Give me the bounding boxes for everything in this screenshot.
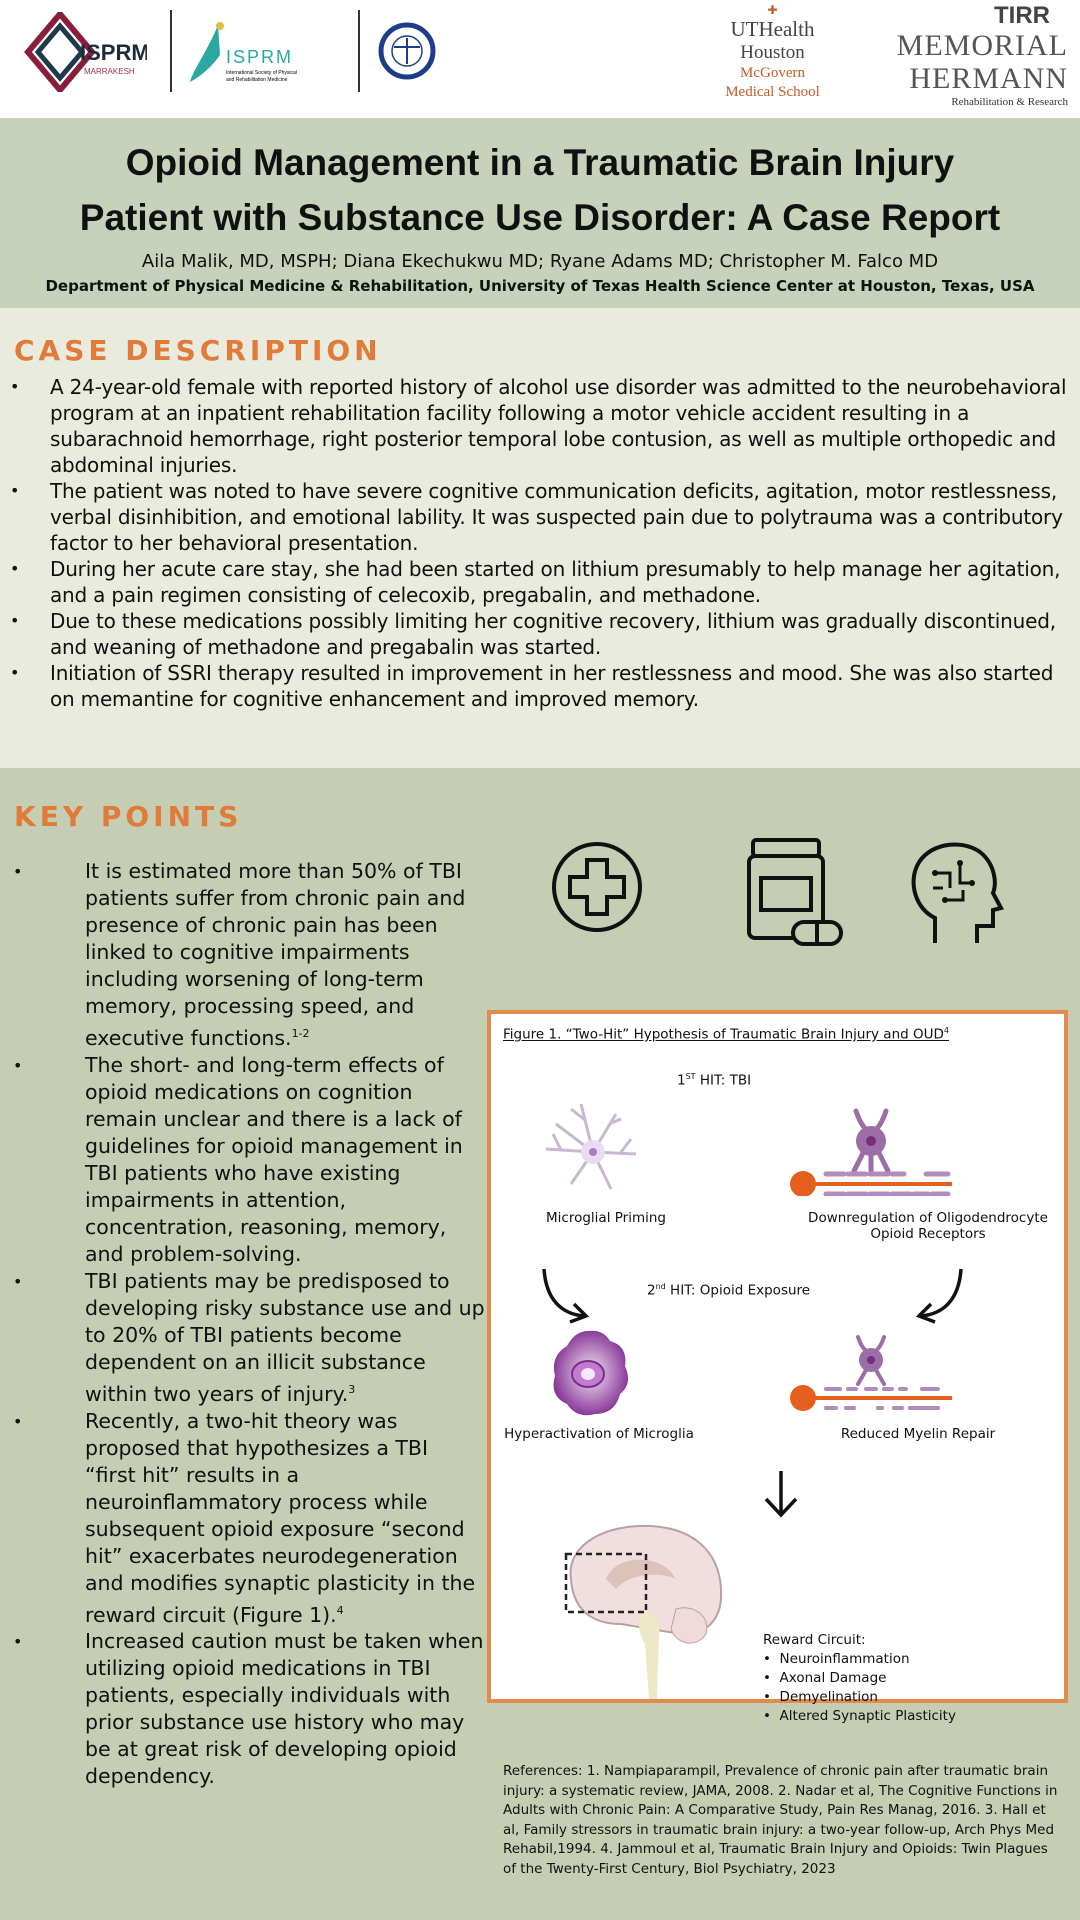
isprm-marrakesh-logo <box>22 12 147 92</box>
hyperactivation-label: Hyperactivation of Microglia <box>504 1426 694 1442</box>
citation: 3 <box>348 1382 356 1396</box>
reward-item: • Axonal Damage <box>763 1670 887 1686</box>
svg-text:and Rehabilitation Medicine: and Rehabilitation Medicine <box>226 77 288 83</box>
poster-title <box>0 118 1080 245</box>
downregulation-label: Downregulation of Oligodendrocyte Opioid Receptors <box>808 1210 1048 1242</box>
medical-cross-icon <box>550 840 645 935</box>
hit-text: HIT: Opioid Exposure <box>665 1282 811 1299</box>
reward-item-text: Demyelination <box>779 1689 878 1705</box>
curved-arrow-right-icon <box>909 1264 969 1324</box>
reward-circuit-box <box>763 1631 956 1726</box>
tirr-text: TIRR <box>994 2 1050 29</box>
key-points-bullets <box>85 858 485 1790</box>
title-band <box>0 118 1080 308</box>
header <box>0 0 1080 118</box>
somaref-logo <box>378 22 436 85</box>
mcgovern-text: McGovern <box>740 65 805 81</box>
title-line-1: Opioid Management in a Traumatic Brain Injury <box>125 142 955 183</box>
reduced-myelin-label: Reduced Myelin Repair <box>840 1426 996 1442</box>
oligodendrocyte-icon <box>786 1106 956 1196</box>
houston-text: Houston <box>740 42 805 63</box>
list-item <box>85 858 485 1052</box>
reward-item: • Neuroinflammation <box>763 1651 910 1667</box>
list-item <box>85 1052 485 1268</box>
second-hit-label <box>647 1282 810 1299</box>
brain-circuit-head-icon <box>905 838 1005 948</box>
authors: Aila Malik, MD, MSPH; Diana Ekechukwu MD; Ryane Adams MD; Christopher M. Falco MD <box>141 251 939 272</box>
brain-sagittal-illustration <box>561 1524 731 1699</box>
rehab-research-text: Rehabilitation & Research <box>951 96 1068 108</box>
activated-microglia-icon <box>543 1326 633 1421</box>
reward-item-text: Altered Synaptic Plasticity <box>779 1708 956 1724</box>
department: Department of Physical Medicine & Rehabilitation, University of Texas Health Science Center at Houston, Texas, USA <box>45 277 1035 295</box>
bullet-text: It is estimated more than 50% of TBI patients suffer from chronic pain and presence of chronic pain has been linked to cognitive impairments including worsening of long-term memory, processing speed, and executive functions. <box>85 859 466 1050</box>
list-item <box>85 1628 485 1790</box>
hit-sup: nd <box>655 1282 666 1291</box>
case-description-section <box>0 308 1080 768</box>
first-hit-label <box>677 1072 751 1089</box>
down-arrow-icon <box>761 1469 801 1519</box>
key-points-heading: KEY POINTS <box>14 800 243 833</box>
reward-item: • Altered Synaptic Plasticity <box>763 1708 956 1724</box>
uthealth-text: UTHealth <box>730 17 815 41</box>
hit-sup: ST <box>685 1072 696 1081</box>
references: References: 1. Nampiaparampil, Prevalence of chronic pain after traumatic brain injury: a systematic review, JAMA, 2008. 2. Nadar et al, The Cognitive Functions in Adults with Chronic Pain: A Comparative Study, Pain Res Manag, 2016. 3. Hall et al, Family stressors in traumatic brain injury: a two-year follow-up, Arch Phys Med Rehabil,1994. 4. Jammoul et al, Traumatic Brain Injury and Opioids: Twin Plagues of the Twenty-First Century, Biol Psychiatry, 2023 <box>503 1763 1058 1877</box>
bullet-text: TBI patients may be predisposed to developing risky substance use and up to 20% of TBI patients become dependent on an illicit substance within two years of injury. <box>85 1268 485 1406</box>
hermann-text: HERMANN <box>909 62 1068 95</box>
reward-circuit-title: Reward Circuit: <box>763 1632 866 1648</box>
figure-title-text: Figure 1. “Two-Hit” Hypothesis of Traumatic Brain Injury and OUD <box>503 1026 944 1043</box>
bullet-text: Increased caution must be taken when utilizing opioid medications in TBI patients, especially individuals with prior substance use history who may be at great risk of developing opioid dependency. <box>85 1629 484 1789</box>
list-item <box>85 1268 485 1408</box>
bullet-text: Recently, a two-hit theory was proposed that hypothesizes a TBI “first hit” results in a neuroinflammatory process while subsequent opioid exposure “second hit” exacerbates neurodegeneration and modifies synaptic plasticity in the reward circuit (Figure 1). <box>85 1408 476 1627</box>
uthealth-logo <box>715 4 830 102</box>
microglial-priming-label: Microglial Priming <box>546 1210 666 1226</box>
reduced-myelin-icon <box>786 1332 956 1412</box>
figure-1 <box>487 1010 1068 1724</box>
list-item: • A 24-year-old female with reported history of alcohol use disorder was admitted to the neurobehavioral program at an inpatient rehabilitation facility following a motor vehicle accident resulting in a subarachnoid hemorrhage, right posterior temporal lobe contusion, as well as multiple orthopedic and abdominal injuries. <box>50 374 1070 478</box>
hit-text: HIT: TBI <box>695 1072 752 1089</box>
svg-text:ISPRM: ISPRM <box>226 47 294 67</box>
list-item: • Due to these medications possibly limiting her cognitive recovery, lithium was gradually discontinued, and weaning of methadone and pregabalin was started. <box>50 608 1070 660</box>
citation: 1-2 <box>291 1027 310 1040</box>
case-description-heading: CASE DESCRIPTION <box>14 334 382 367</box>
bullet-text: The short- and long-term effects of opioid medications on cognition remain unclear and there is a lack of guidelines for opioid management in TBI patients who have existing impairments in attention, concentration, reasoning, memory, and problem-solving. <box>85 1052 463 1266</box>
hit-number: 1 <box>677 1072 686 1089</box>
svg-text:International Society of Physi: International Society of Physical <box>226 70 297 76</box>
divider <box>358 10 360 92</box>
svg-text:MARRAKESH: MARRAKESH <box>84 67 135 76</box>
list-item: • Initiation of SSRI therapy resulted in improvement in her restlessness and mood. She was also started on memantine for cognitive enhancement and improved memory. <box>50 660 1070 712</box>
citation: 4 <box>943 1026 949 1035</box>
pill-bottle-icon <box>745 838 845 948</box>
curved-arrow-left-icon <box>536 1264 596 1324</box>
case-bullets <box>50 374 1070 712</box>
list-item: • During her acute care stay, she had been started on lithium presumably to help manage her agitation, and a pain regimen consisting of celecoxib, pregabalin, and methadone. <box>50 556 1070 608</box>
title-line-2: Patient with Substance Use Disorder: A Case Report <box>79 197 1001 238</box>
memorial-text: MEMORIAL <box>896 29 1068 62</box>
svg-text:ISPRM: ISPRM <box>80 40 147 65</box>
list-item <box>85 1408 485 1629</box>
reward-item-text: Axonal Damage <box>779 1670 887 1686</box>
divider <box>170 10 172 92</box>
citation: 4 <box>336 1603 344 1617</box>
reward-item-text: Neuroinflammation <box>779 1651 910 1667</box>
medical-school-text: Medical School <box>725 84 820 100</box>
isprm-logo <box>188 20 348 90</box>
uthealth-cross-icon: ✚ <box>767 3 778 17</box>
tirr-memorial-hermann-logo <box>858 2 1068 109</box>
reward-item: • Demyelination <box>763 1689 878 1705</box>
hit-number: 2 <box>647 1282 656 1299</box>
figure-title <box>503 1026 949 1043</box>
microglia-cell-icon <box>541 1084 651 1199</box>
list-item: • The patient was noted to have severe cognitive communication deficits, agitation, motor restlessness, verbal disinhibition, and emotional lability. It was suspected pain due to polytrauma was a contributory factor to her behavioral presentation. <box>50 478 1070 556</box>
